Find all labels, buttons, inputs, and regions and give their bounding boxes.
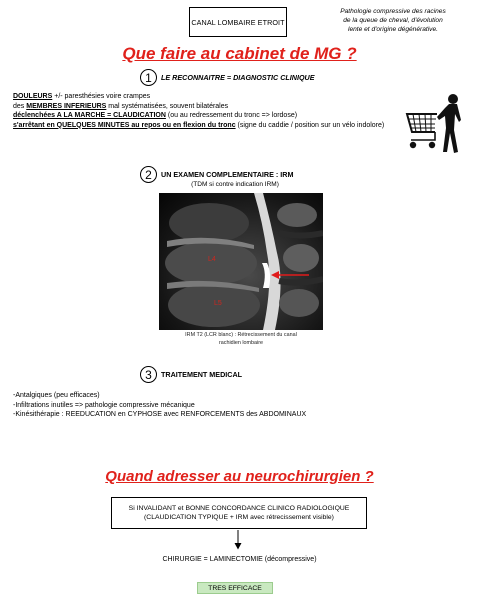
criteria-line: (CLAUDICATION TYPIQUE + IRM avec rétrecissement visible): [144, 514, 334, 521]
clinical-rest: +/- paresthésies voire crampes: [52, 93, 151, 100]
treatment-list: [13, 391, 306, 420]
definition-line: Pathologie compressive des racines: [340, 8, 446, 15]
clinical-rest: (ou au redressement du tronc => lordose): [165, 112, 298, 119]
mri-caption-line: rachidien lombaire: [218, 340, 264, 346]
gp-section-heading: Que faire au cabinet de MG ?: [122, 44, 357, 63]
document-title: CANAL LOMBAIRE ETROIT: [191, 17, 285, 27]
efficacy-badge: [197, 582, 273, 594]
step-3-header: [140, 366, 242, 383]
definition-line: lente et d'origine dégénérative.: [348, 26, 438, 33]
shopping-cart-elderly-icon: [401, 90, 469, 156]
step-number-circle: 2: [140, 166, 157, 183]
surgery-result: CHIRURGIE = LAMINECTOMIE (décompressive): [162, 556, 317, 563]
clinical-line: [13, 92, 384, 102]
mri-caption-line: IRM T2 (LCR blanc) : Rétrecissement du canal: [185, 332, 297, 338]
treatment-item: -Antalgiques (peu efficaces): [13, 392, 100, 399]
referral-section-heading: Quand adresser au neurochirurgien ?: [105, 468, 374, 485]
mri-caption: [172, 331, 310, 347]
step-1-label: LE RECONNAITRE = DIAGNOSTIC CLINIQUE: [161, 73, 315, 82]
mri-label-l5: L5: [214, 300, 222, 307]
clinical-line: [13, 121, 384, 131]
treatment-item: -Kinésithérapie : REEDUCATION en CYPHOSE avec RENFORCEMENTS des ABDOMINAUX: [13, 411, 307, 418]
down-arrow-icon: [234, 530, 242, 550]
document-title-box: [189, 7, 287, 37]
step-2-label: UN EXAMEN COMPLEMENTAIRE : IRM: [161, 170, 294, 179]
clinical-strong: MEMBRES INFERIEURS: [26, 102, 107, 110]
clinical-line: [13, 111, 384, 121]
step-3-label: TRAITEMENT MEDICAL: [161, 370, 243, 379]
clinical-strong: DOULEURS: [13, 93, 53, 100]
definition-line: de la queue de cheval, d'évolution: [343, 17, 443, 24]
step-2-sublabel: (TDM si contre indication IRM): [191, 181, 279, 188]
clinical-strong: déclenchées A LA MARCHE = CLAUDICATION: [13, 112, 166, 119]
definition-note: [318, 7, 468, 34]
clinical-line: [13, 102, 384, 112]
referral-criteria-box: [111, 497, 367, 529]
step-number-circle: 1: [140, 69, 157, 86]
criteria-line: Si INVALIDANT et BONNE CONCORDANCE CLINICO RADIOLOGIQUE: [128, 505, 350, 512]
step-number-circle: 3: [140, 366, 157, 383]
step-1-header: [140, 69, 315, 86]
clinical-rest: mal systématisées, souvent bilatérales: [106, 102, 229, 110]
clinical-description: [13, 92, 384, 130]
clinical-rest: (signe du caddie / position sur un vélo indolore): [235, 121, 385, 129]
treatment-item: -Infiltrations inutiles => pathologie compressive mécanique: [13, 401, 195, 409]
mri-image: [159, 193, 323, 330]
mri-label-l4: L4: [208, 256, 216, 263]
efficacy-badge-label: TRES EFFICACE: [208, 584, 262, 592]
mri-spine-drawing: [159, 193, 323, 330]
clinical-strong: s'arrêtant en QUELQUES MINUTES au repos ou en flexion du tronc: [13, 121, 236, 129]
clinical-prefix: des: [13, 102, 27, 110]
